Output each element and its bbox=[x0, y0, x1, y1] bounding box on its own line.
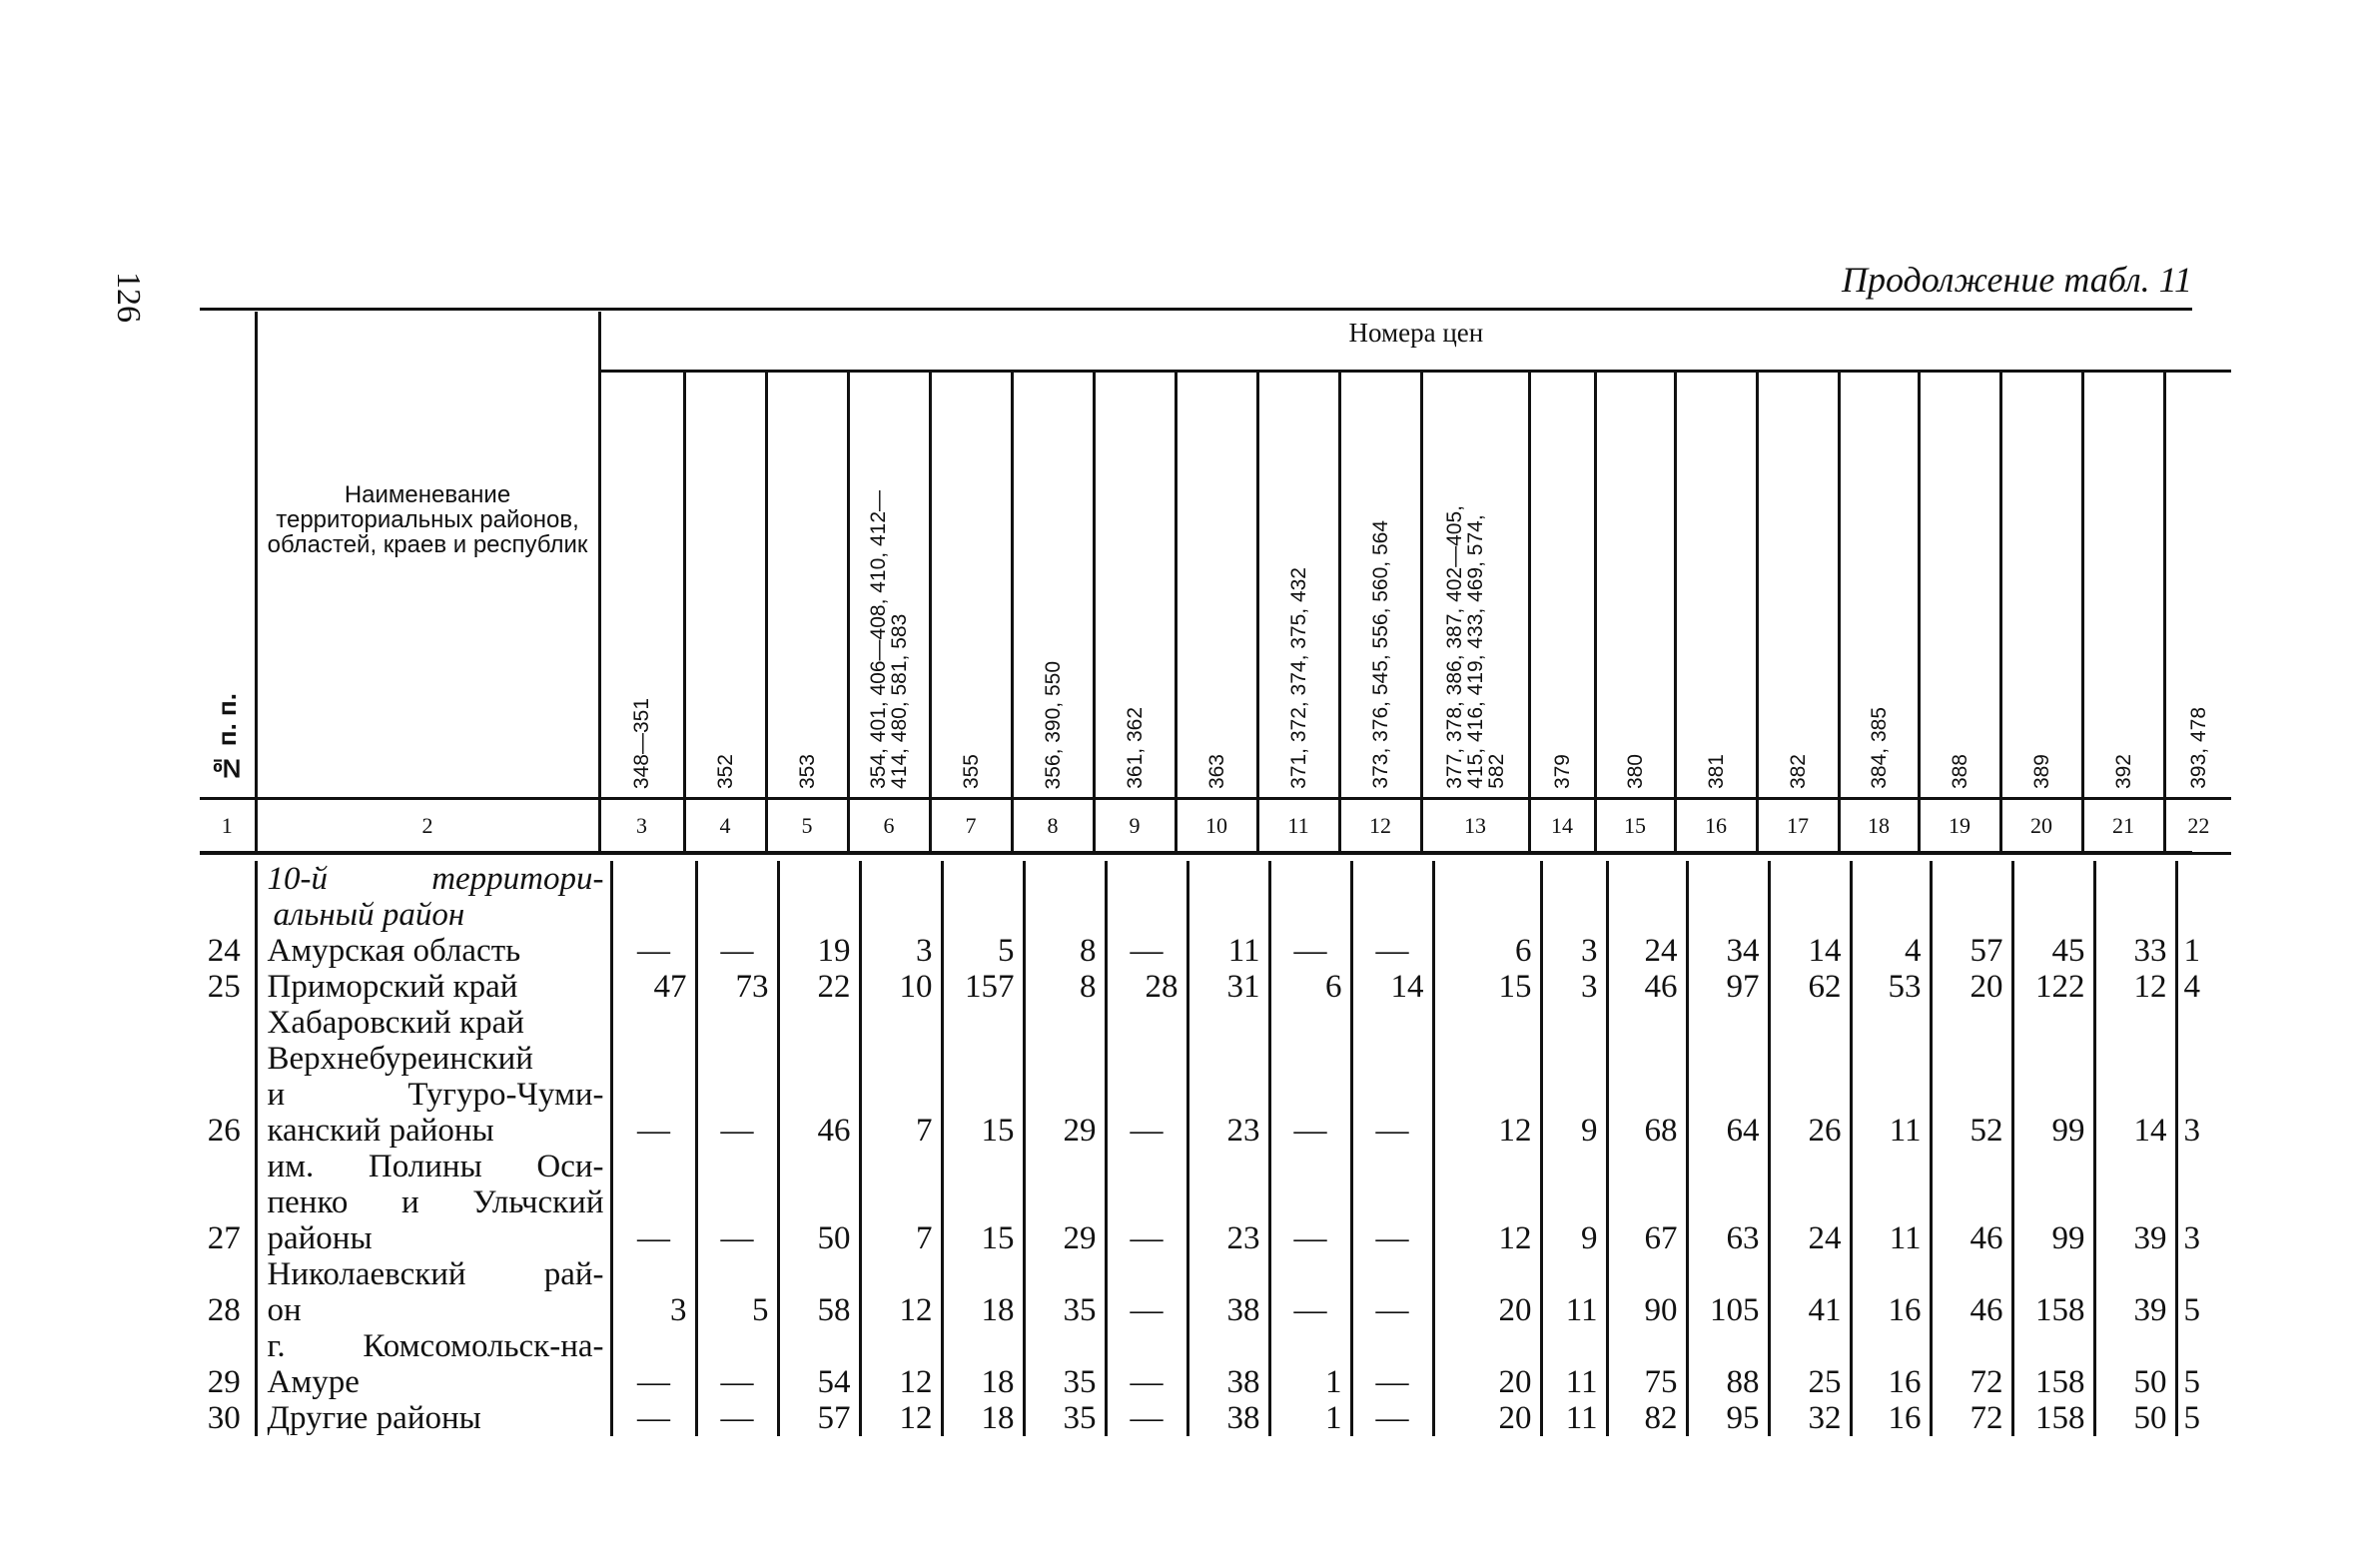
cell-value: 24 bbox=[1769, 1149, 1851, 1256]
region-name-line: им. Полины Оси- bbox=[267, 1149, 604, 1184]
cell-value: 46 bbox=[778, 1041, 860, 1149]
cell-value: 90 bbox=[1607, 1256, 1687, 1328]
table-row bbox=[200, 1256, 2231, 1328]
cell-value: — bbox=[1351, 1256, 1433, 1328]
cell-value: 67 bbox=[1607, 1149, 1687, 1256]
cell-value: 8 bbox=[1024, 933, 1106, 969]
table-row bbox=[200, 933, 2231, 969]
table-row bbox=[200, 969, 2231, 1005]
cell-value: 33 bbox=[2094, 933, 2176, 969]
price-column-label: 354, 401, 406—408, 410, 412— 414, 480, 581, 583 bbox=[867, 490, 911, 789]
region-name-line: Амурская область bbox=[267, 933, 521, 969]
cell-value: 6 bbox=[1433, 933, 1541, 969]
cell-value: 7 bbox=[860, 1041, 942, 1149]
name-header bbox=[256, 312, 599, 799]
row-number-label: № п. п. bbox=[211, 692, 242, 783]
cell-value bbox=[778, 1005, 860, 1041]
region-name bbox=[256, 969, 611, 1005]
cell-value: 26 bbox=[1769, 1041, 1851, 1149]
price-column-label: 379 bbox=[1550, 753, 1574, 789]
cell-value: 29 bbox=[1024, 1041, 1106, 1149]
price-column-label: 393, 478 bbox=[2186, 707, 2210, 789]
price-column-header bbox=[848, 372, 930, 799]
cell-value: 23 bbox=[1187, 1149, 1269, 1256]
cell-value: 11 bbox=[1541, 1256, 1607, 1328]
price-column-label: 348—351 bbox=[630, 697, 653, 789]
price-column-header bbox=[2164, 372, 2231, 799]
cell-value: — bbox=[611, 1149, 696, 1256]
cell-value: 38 bbox=[1187, 1328, 1269, 1400]
cell-value: 50 bbox=[2094, 1400, 2176, 1436]
cell-value: — bbox=[1351, 1400, 1433, 1436]
cell-value: 18 bbox=[942, 1400, 1024, 1436]
price-column-label: 361, 362 bbox=[1123, 707, 1147, 789]
cell-value: — bbox=[1269, 1149, 1351, 1256]
price-column-header bbox=[2000, 372, 2082, 799]
cell-value: 12 bbox=[1433, 1149, 1541, 1256]
region-name-line: Николаевский рай- bbox=[267, 1256, 604, 1292]
cell-value: 18 bbox=[942, 1256, 1024, 1328]
cell-value: 11 bbox=[1541, 1400, 1607, 1436]
cell-value: 20 bbox=[1433, 1256, 1541, 1328]
cell-value bbox=[1687, 1005, 1769, 1041]
cell-value: 58 bbox=[778, 1256, 860, 1328]
price-column-header bbox=[599, 372, 684, 799]
cell-value: — bbox=[1351, 1149, 1433, 1256]
cell-value: 4 bbox=[1851, 933, 1931, 969]
region-name-line: г. Комсомольск-на- bbox=[267, 1328, 604, 1364]
row-number: 24 bbox=[207, 933, 241, 969]
price-column-header bbox=[1595, 372, 1675, 799]
column-index: 16 bbox=[1675, 799, 1757, 854]
cell-value: 38 bbox=[1187, 1400, 1269, 1436]
top-rule bbox=[200, 308, 2192, 311]
price-numbers-label: Номера цен bbox=[1348, 318, 1484, 348]
cell-value: 20 bbox=[1931, 969, 2012, 1005]
cell-value bbox=[2012, 1005, 2094, 1041]
cell-value: 23 bbox=[1187, 1041, 1269, 1149]
cell-value: 52 bbox=[1931, 1041, 2012, 1149]
cell-value: 62 bbox=[1769, 969, 1851, 1005]
price-column-header bbox=[1176, 372, 1257, 799]
cell-value bbox=[942, 1005, 1024, 1041]
cell-value: 64 bbox=[1687, 1041, 1769, 1149]
cell-value: 15 bbox=[1433, 969, 1541, 1005]
group-row bbox=[200, 861, 2231, 933]
region-name-line: Амуре bbox=[267, 1364, 360, 1400]
cell-value: 14 bbox=[1769, 933, 1851, 969]
cell-value bbox=[1024, 1005, 1106, 1041]
cell-value bbox=[611, 1005, 696, 1041]
cell-value: 158 bbox=[2012, 1328, 2094, 1400]
row-number-header bbox=[200, 312, 256, 799]
cell-value bbox=[1433, 1005, 1541, 1041]
column-index: 21 bbox=[2082, 799, 2164, 854]
cell-value bbox=[1106, 1005, 1187, 1041]
region-name-line: канский районы bbox=[267, 1113, 494, 1149]
cell-value: — bbox=[1351, 1328, 1433, 1400]
price-column-header bbox=[1421, 372, 1529, 799]
cell-value: 12 bbox=[1433, 1041, 1541, 1149]
cell-value bbox=[1851, 1005, 1931, 1041]
cell-value: — bbox=[1106, 933, 1187, 969]
price-column-header bbox=[1339, 372, 1421, 799]
cell-value: 35 bbox=[1024, 1256, 1106, 1328]
price-numbers-header bbox=[599, 312, 2231, 372]
column-index: 12 bbox=[1339, 799, 1421, 854]
cell-value: 19 bbox=[778, 933, 860, 969]
cell-value: — bbox=[1351, 933, 1433, 969]
price-column-header bbox=[766, 372, 848, 799]
price-column-header bbox=[1919, 372, 2000, 799]
cell-value: 46 bbox=[1931, 1256, 2012, 1328]
cell-value: 16 bbox=[1851, 1328, 1931, 1400]
price-column-label: 392 bbox=[2111, 753, 2135, 789]
price-column-label: 388 bbox=[1948, 753, 1971, 789]
cell-value: 14 bbox=[2094, 1041, 2176, 1149]
cell-value: 5 bbox=[942, 933, 1024, 969]
table-row bbox=[200, 1149, 2231, 1256]
cell-value: 35 bbox=[1024, 1400, 1106, 1436]
cell-value: — bbox=[1351, 1041, 1433, 1149]
cell-value: 68 bbox=[1607, 1041, 1687, 1149]
cell-value: 24 bbox=[1607, 933, 1687, 969]
column-index: 20 bbox=[2000, 799, 2082, 854]
price-column-label: 384, 385 bbox=[1867, 707, 1891, 789]
cell-value: 10 bbox=[860, 969, 942, 1005]
price-column-label: 381 bbox=[1704, 753, 1728, 789]
cell-value: 12 bbox=[860, 1256, 942, 1328]
cell-value: 18 bbox=[942, 1328, 1024, 1400]
column-index: 3 bbox=[599, 799, 684, 854]
cell-value bbox=[1541, 1005, 1607, 1041]
column-index: 5 bbox=[766, 799, 848, 854]
column-index: 8 bbox=[1012, 799, 1094, 854]
column-index-row bbox=[200, 799, 2231, 854]
table-row bbox=[200, 1400, 2231, 1436]
price-column-header bbox=[684, 372, 766, 799]
cell-value: 6 bbox=[1269, 969, 1351, 1005]
row-number: 29 bbox=[207, 1364, 241, 1400]
cell-value: — bbox=[611, 1400, 696, 1436]
cell-value: — bbox=[696, 1400, 778, 1436]
cell-value: 7 bbox=[860, 1149, 942, 1256]
cell-value: 46 bbox=[1931, 1149, 2012, 1256]
cell-value: 39 bbox=[2094, 1149, 2176, 1256]
table-body bbox=[200, 861, 2231, 1436]
column-index: 11 bbox=[1257, 799, 1339, 854]
cell-value bbox=[2176, 1005, 2231, 1041]
cell-value: 158 bbox=[2012, 1256, 2094, 1328]
region-name bbox=[256, 1400, 611, 1436]
cell-value: 99 bbox=[2012, 1149, 2094, 1256]
cell-value: 31 bbox=[1187, 969, 1269, 1005]
cell-value: 82 bbox=[1607, 1400, 1687, 1436]
cell-value: — bbox=[611, 933, 696, 969]
cell-value: — bbox=[696, 1041, 778, 1149]
row-number: 25 bbox=[207, 969, 241, 1005]
cell-value: 1 bbox=[1269, 1328, 1351, 1400]
cell-value: 157 bbox=[942, 969, 1024, 1005]
column-index: 15 bbox=[1595, 799, 1675, 854]
price-column-label: 353 bbox=[795, 753, 819, 789]
price-column-label: 363 bbox=[1204, 753, 1228, 789]
column-index: 22 bbox=[2164, 799, 2231, 854]
cell-value bbox=[1931, 1005, 2012, 1041]
cell-value: 34 bbox=[1687, 933, 1769, 969]
cell-value: 4 bbox=[2176, 969, 2231, 1005]
cell-value: 15 bbox=[942, 1149, 1024, 1256]
cell-value: 3 bbox=[860, 933, 942, 969]
cell-value: 95 bbox=[1687, 1400, 1769, 1436]
price-column-header bbox=[1839, 372, 1919, 799]
cell-value bbox=[696, 1005, 778, 1041]
cell-value: 5 bbox=[2176, 1400, 2231, 1436]
region-name-line: районы bbox=[267, 1220, 373, 1256]
price-column-header bbox=[1529, 372, 1595, 799]
cell-value: 11 bbox=[1541, 1328, 1607, 1400]
cell-value: 3 bbox=[1541, 969, 1607, 1005]
cell-value: — bbox=[1269, 1041, 1351, 1149]
price-column-label: 373, 376, 545, 556, 560, 564 bbox=[1368, 520, 1392, 789]
column-index: 14 bbox=[1529, 799, 1595, 854]
cell-value: 28 bbox=[1106, 969, 1187, 1005]
column-index: 4 bbox=[684, 799, 766, 854]
group-heading-line2: альный район bbox=[273, 897, 465, 933]
table-continuation-caption: Продолжение табл. 11 bbox=[1841, 260, 2192, 300]
cell-value: 3 bbox=[1541, 933, 1607, 969]
cell-value: 12 bbox=[860, 1328, 942, 1400]
row-number: 26 bbox=[207, 1113, 241, 1149]
cell-value: 8 bbox=[1024, 969, 1106, 1005]
price-column-label: 371, 372, 374, 375, 432 bbox=[1286, 567, 1310, 789]
cell-value: 47 bbox=[611, 969, 696, 1005]
cell-value bbox=[1351, 1005, 1433, 1041]
cell-value: 3 bbox=[2176, 1041, 2231, 1149]
cell-value: 72 bbox=[1931, 1328, 2012, 1400]
cell-value: 11 bbox=[1851, 1041, 1931, 1149]
cell-value: 88 bbox=[1687, 1328, 1769, 1400]
price-column-header bbox=[1757, 372, 1839, 799]
cell-value: — bbox=[1106, 1149, 1187, 1256]
cell-value: 73 bbox=[696, 969, 778, 1005]
cell-value: 63 bbox=[1687, 1149, 1769, 1256]
cell-value: 53 bbox=[1851, 969, 1931, 1005]
cell-value: 15 bbox=[942, 1041, 1024, 1149]
name-label: Наименевание территориальных районов, областей, краев и республик bbox=[267, 480, 588, 558]
cell-value: 75 bbox=[1607, 1328, 1687, 1400]
cell-value: 1 bbox=[2176, 933, 2231, 969]
cell-value: 22 bbox=[778, 969, 860, 1005]
region-name-line: пенко и Ульчский bbox=[267, 1184, 604, 1220]
cell-value: 9 bbox=[1541, 1041, 1607, 1149]
row-number bbox=[200, 1005, 256, 1041]
cell-value: 97 bbox=[1687, 969, 1769, 1005]
cell-value: 9 bbox=[1541, 1149, 1607, 1256]
price-column-label: 377, 378, 386, 387, 402—405, 415, 416, 419, 433, 469, 574, 582 bbox=[1442, 505, 1508, 789]
page-number: 126 bbox=[110, 272, 147, 323]
cell-value: 5 bbox=[696, 1256, 778, 1328]
column-index: 9 bbox=[1094, 799, 1176, 854]
price-column-label: 382 bbox=[1786, 753, 1810, 789]
table-row bbox=[200, 1328, 2231, 1400]
group-heading bbox=[256, 861, 611, 933]
price-column-label: 389 bbox=[2029, 753, 2053, 789]
cell-value: 38 bbox=[1187, 1256, 1269, 1328]
cell-value bbox=[1607, 1005, 1687, 1041]
cell-value: 20 bbox=[1433, 1400, 1541, 1436]
cell-value: 5 bbox=[2176, 1256, 2231, 1328]
table-header bbox=[200, 312, 2231, 855]
region-name bbox=[256, 1149, 611, 1256]
cell-value: 50 bbox=[2094, 1328, 2176, 1400]
cell-value: 158 bbox=[2012, 1400, 2094, 1436]
cell-value: 105 bbox=[1687, 1256, 1769, 1328]
cell-value: 5 bbox=[2176, 1328, 2231, 1400]
region-name-line: Другие районы bbox=[267, 1400, 481, 1436]
cell-value: 57 bbox=[778, 1400, 860, 1436]
cell-value bbox=[1269, 1005, 1351, 1041]
cell-value: 11 bbox=[1851, 1149, 1931, 1256]
cell-value: — bbox=[1269, 1256, 1351, 1328]
cell-value: 12 bbox=[2094, 969, 2176, 1005]
price-column-label: 356, 390, 550 bbox=[1041, 660, 1065, 789]
column-index: 10 bbox=[1176, 799, 1257, 854]
row-number: 27 bbox=[207, 1220, 241, 1256]
cell-value: 50 bbox=[778, 1149, 860, 1256]
region-name bbox=[256, 1041, 611, 1149]
cell-value: — bbox=[696, 1328, 778, 1400]
cell-value: — bbox=[1269, 933, 1351, 969]
cell-value: 12 bbox=[860, 1400, 942, 1436]
cell-value: — bbox=[611, 1041, 696, 1149]
cell-value: — bbox=[1106, 1400, 1187, 1436]
cell-value: 72 bbox=[1931, 1400, 2012, 1436]
column-index: 7 bbox=[930, 799, 1012, 854]
column-index: 18 bbox=[1839, 799, 1919, 854]
region-name-line: Приморский край bbox=[267, 969, 518, 1005]
cell-value bbox=[2094, 1005, 2176, 1041]
column-index: 13 bbox=[1421, 799, 1529, 854]
cell-value: — bbox=[696, 933, 778, 969]
cell-value: 41 bbox=[1769, 1256, 1851, 1328]
region-name bbox=[256, 1005, 611, 1041]
cell-value: 35 bbox=[1024, 1328, 1106, 1400]
region-name-line: Верхнебуреинский bbox=[267, 1041, 533, 1077]
price-column-header bbox=[1257, 372, 1339, 799]
cell-value: 29 bbox=[1024, 1149, 1106, 1256]
header-double-rule bbox=[200, 851, 2192, 853]
cell-value bbox=[1769, 1005, 1851, 1041]
cell-value: 16 bbox=[1851, 1256, 1931, 1328]
cell-value: 122 bbox=[2012, 969, 2094, 1005]
cell-value: 25 bbox=[1769, 1328, 1851, 1400]
cell-value: 11 bbox=[1187, 933, 1269, 969]
region-name bbox=[256, 1256, 611, 1328]
cell-value: 54 bbox=[778, 1328, 860, 1400]
column-index: 2 bbox=[256, 799, 599, 854]
cell-value: — bbox=[696, 1149, 778, 1256]
cell-value: 46 bbox=[1607, 969, 1687, 1005]
region-name-line: он bbox=[267, 1292, 302, 1328]
price-column-label: 355 bbox=[959, 753, 983, 789]
column-index: 19 bbox=[1919, 799, 2000, 854]
cell-value: 32 bbox=[1769, 1400, 1851, 1436]
cell-value: 1 bbox=[1269, 1400, 1351, 1436]
region-name-line: Хабаровский край bbox=[267, 1005, 524, 1041]
cell-value: 99 bbox=[2012, 1041, 2094, 1149]
region-name bbox=[256, 1328, 611, 1400]
table-row bbox=[200, 1005, 2231, 1041]
cell-value: — bbox=[611, 1328, 696, 1400]
region-name-line: и Тугуро-Чуми- bbox=[267, 1077, 604, 1113]
cell-value: — bbox=[1106, 1041, 1187, 1149]
price-column-header bbox=[930, 372, 1012, 799]
cell-value: 45 bbox=[2012, 933, 2094, 969]
cell-value bbox=[1187, 1005, 1269, 1041]
cell-value: — bbox=[1106, 1256, 1187, 1328]
table-row bbox=[200, 1041, 2231, 1149]
price-column-header bbox=[1012, 372, 1094, 799]
cell-value: — bbox=[1106, 1328, 1187, 1400]
cell-value: 20 bbox=[1433, 1328, 1541, 1400]
price-column-label: 380 bbox=[1623, 753, 1647, 789]
cell-value: 57 bbox=[1931, 933, 2012, 969]
row-number: 28 bbox=[207, 1292, 241, 1328]
column-index: 1 bbox=[200, 799, 256, 854]
cell-value: 16 bbox=[1851, 1400, 1931, 1436]
column-index: 17 bbox=[1757, 799, 1839, 854]
cell-value: 3 bbox=[611, 1256, 696, 1328]
price-column-label: 352 bbox=[713, 753, 737, 789]
region-name bbox=[256, 933, 611, 969]
price-column-header bbox=[1094, 372, 1176, 799]
price-column-header bbox=[1675, 372, 1757, 799]
price-column-header bbox=[2082, 372, 2164, 799]
cell-value bbox=[860, 1005, 942, 1041]
cell-value: 39 bbox=[2094, 1256, 2176, 1328]
cell-value: 3 bbox=[2176, 1149, 2231, 1256]
row-number: 30 bbox=[207, 1400, 241, 1436]
cell-value: 14 bbox=[1351, 969, 1433, 1005]
group-heading-line1: 10-й территори- bbox=[267, 861, 604, 897]
column-index: 6 bbox=[848, 799, 930, 854]
